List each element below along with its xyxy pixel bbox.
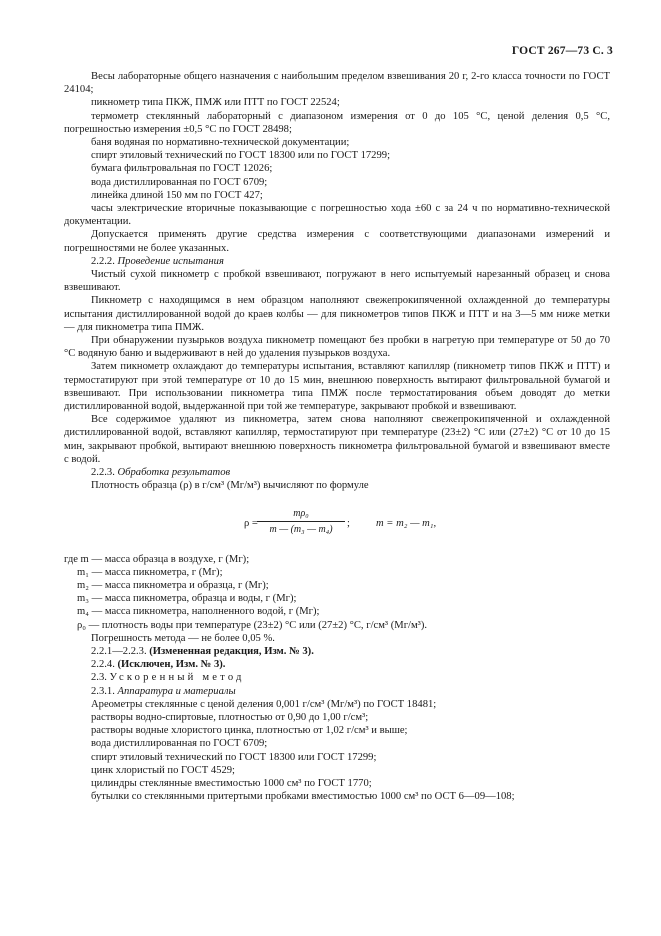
procedure-paragraph: При обнаружении пузырьков воздуха пикнометр помещают без пробки в нагретую при температуре от 50 до 70 °С водяную баню и выдерживают в ней до удаления пузырьков воздуха. xyxy=(64,335,610,360)
procedure-paragraph: Все содержимое удаляют из пикнометра, затем снова наполняют свежепрокипяченной и охлажденной дистиллированной водой, вставляют капилляр, термостатируют при температуре (23±2) °С или (27±2) °С от 10 до 15 мин, закрывают пробкой, вытирают внешнюю поверхность пикнометра фильтровальной бумагой и взвешивают вместе с водой. xyxy=(64,414,610,465)
section-number: 2.3.1. xyxy=(91,685,115,697)
equipment-item: бумага фильтровальная по ГОСТ 12026; xyxy=(91,163,273,175)
variable-definition: m₁ — масса пикнометра, г (Мг); xyxy=(77,566,223,578)
error-note: Погрешность метода — не более 0,05 %. xyxy=(91,632,275,644)
variable-definition: m₂ — масса пикнометра и образца, г (Мг); xyxy=(77,579,269,591)
variable-definition: где m — масса образца в воздухе, г (Мг); xyxy=(64,553,250,565)
variable-definition: ρ₀ — плотность воды при температуре (23±2) °С или (27±2) °С, г/см³ (Мг/м³). xyxy=(77,619,428,631)
material-item: вода дистиллированная по ГОСТ 6709; xyxy=(91,738,268,750)
section-title: Ускоренный метод xyxy=(109,672,245,684)
section-heading-222 xyxy=(64,255,610,268)
equipment-item: линейка длиной 150 мм по ГОСТ 427; xyxy=(91,189,263,201)
material-item: цинк хлористый по ГОСТ 4529; xyxy=(91,764,235,776)
material-item: Ареометры стеклянные с ценой деления 0,001 г/см³ (Мг/м³) по ГОСТ 18481; xyxy=(91,698,437,710)
formula-rhs: m = m₂ — m₁, xyxy=(376,517,437,529)
procedure-paragraph: Пикнометр с находящимся в нем образцом наполняют свежепрокипяченной охлажденной до температуры испытания дистиллированной водой до краев колбы — для пикнометров типов ПКЖ и ПТТ и на 3—5 мм ниже метки — для пикнометра типа ПМЖ. xyxy=(64,295,610,333)
equipment-item: термометр стеклянный лабораторный с диапазоном измерения от 0 до 105 °С, ценой деления 0,5 °С, погрешностью измерения ±0,5 °С по ГОСТ 28498; xyxy=(64,110,610,135)
page-header: ГОСТ 267—73 С. 3 xyxy=(511,45,613,57)
formula-denominator: m — (m₃ — m₄) xyxy=(269,523,333,535)
material-item: спирт этиловый технический по ГОСТ 18300 или ГОСТ 17299; xyxy=(91,751,377,763)
formula-lhs: ρ = xyxy=(244,517,258,529)
variable-definition: m₄ — масса пикнометра, наполненного водой, г (Мг); xyxy=(77,606,320,618)
equipment-item: Весы лабораторные общего назначения с наибольшим пределом взвешивания 20 г, 2-го класса точности по ГОСТ 24104; xyxy=(64,71,610,96)
material-item: растворы водные хлористого цинка, плотностью от 1,02 г/см³ и выше; xyxy=(91,725,408,737)
procedure-paragraph: Чистый сухой пикнометр с пробкой взвешивают, погружают в него испытуемый нарезанный образец и снова взвешивают. xyxy=(64,269,610,294)
section-title: Проведение испытания xyxy=(117,255,224,267)
section-number: 2.2.3. xyxy=(91,467,115,479)
amendment-text: (Измененная редакция, Изм. № 3). xyxy=(149,645,314,657)
amendment-note xyxy=(64,645,610,658)
amendment-number: 2.2.1—2.2.3. xyxy=(91,645,147,657)
equipment-item: баня водяная по нормативно-технической документации; xyxy=(91,137,350,149)
density-formula xyxy=(64,503,610,543)
section-number: 2.3. xyxy=(91,672,107,684)
equipment-item: часы электрические вторичные показывающие с погрешностью хода ±60 с за 24 ч по нормативно-технической документации. xyxy=(64,203,610,228)
formula-numerator: mρ₀ xyxy=(257,507,345,522)
section-title: Обработка результатов xyxy=(117,467,231,479)
material-item: растворы водно-спиртовые, плотностью от 0,90 до 1,00 г/см³; xyxy=(91,711,369,723)
equipment-note: Допускается применять другие средства измерения с соответствующими диапазонами измерений и погрешностями не более указанных. xyxy=(64,229,610,254)
procedure-paragraph: Затем пикнометр охлаждают до температуры испытания, вставляют капилляр (пикнометр типов ПКЖ и ПТТ) и термостатируют при этой температуре от 10 до 15 мин, внешнюю поверхность вытирают фильтровальной бумагой и взвешивают. При использовании пикнометра типа ПМЖ после термостатирования объем доводят до метки дистиллированной водой, выдержанной при той же температуре, закрывают пробкой и взвешивают. xyxy=(64,361,610,413)
material-item: бутылки со стеклянными притертыми пробками вместимостью 1000 см³ по ОСТ 6—09—108; xyxy=(91,791,515,803)
formula-separator: ; xyxy=(347,517,350,529)
section-number: 2.2.2. xyxy=(91,255,115,267)
section-heading-231 xyxy=(64,685,610,698)
page-body xyxy=(64,70,610,803)
variable-definition: m₃ — масса пикнометра, образца и воды, г (Мг); xyxy=(77,593,297,605)
amendment-text: (Исключен, Изм. № 3). xyxy=(117,659,226,671)
variable-definitions xyxy=(64,553,610,632)
formula-fraction xyxy=(257,507,345,536)
equipment-item: пикнометр типа ПКЖ, ПМЖ или ПТТ по ГОСТ 22524; xyxy=(91,97,340,109)
equipment-item: спирт этиловый технический по ГОСТ 18300 или по ГОСТ 17299; xyxy=(91,150,391,162)
amendment-number: 2.2.4. xyxy=(91,659,115,671)
section-heading-223 xyxy=(64,466,610,479)
equipment-item: вода дистиллированная по ГОСТ 6709; xyxy=(91,176,268,188)
amendment-note xyxy=(64,658,610,671)
density-intro: Плотность образца (ρ) в г/см³ (Мг/м³) вычисляют по формуле xyxy=(91,480,369,492)
material-item: цилиндры стеклянные вместимостью 1000 см³ по ГОСТ 1770; xyxy=(91,777,372,789)
section-heading-23 xyxy=(64,671,610,684)
section-title: Аппаратура и материалы xyxy=(117,685,236,697)
